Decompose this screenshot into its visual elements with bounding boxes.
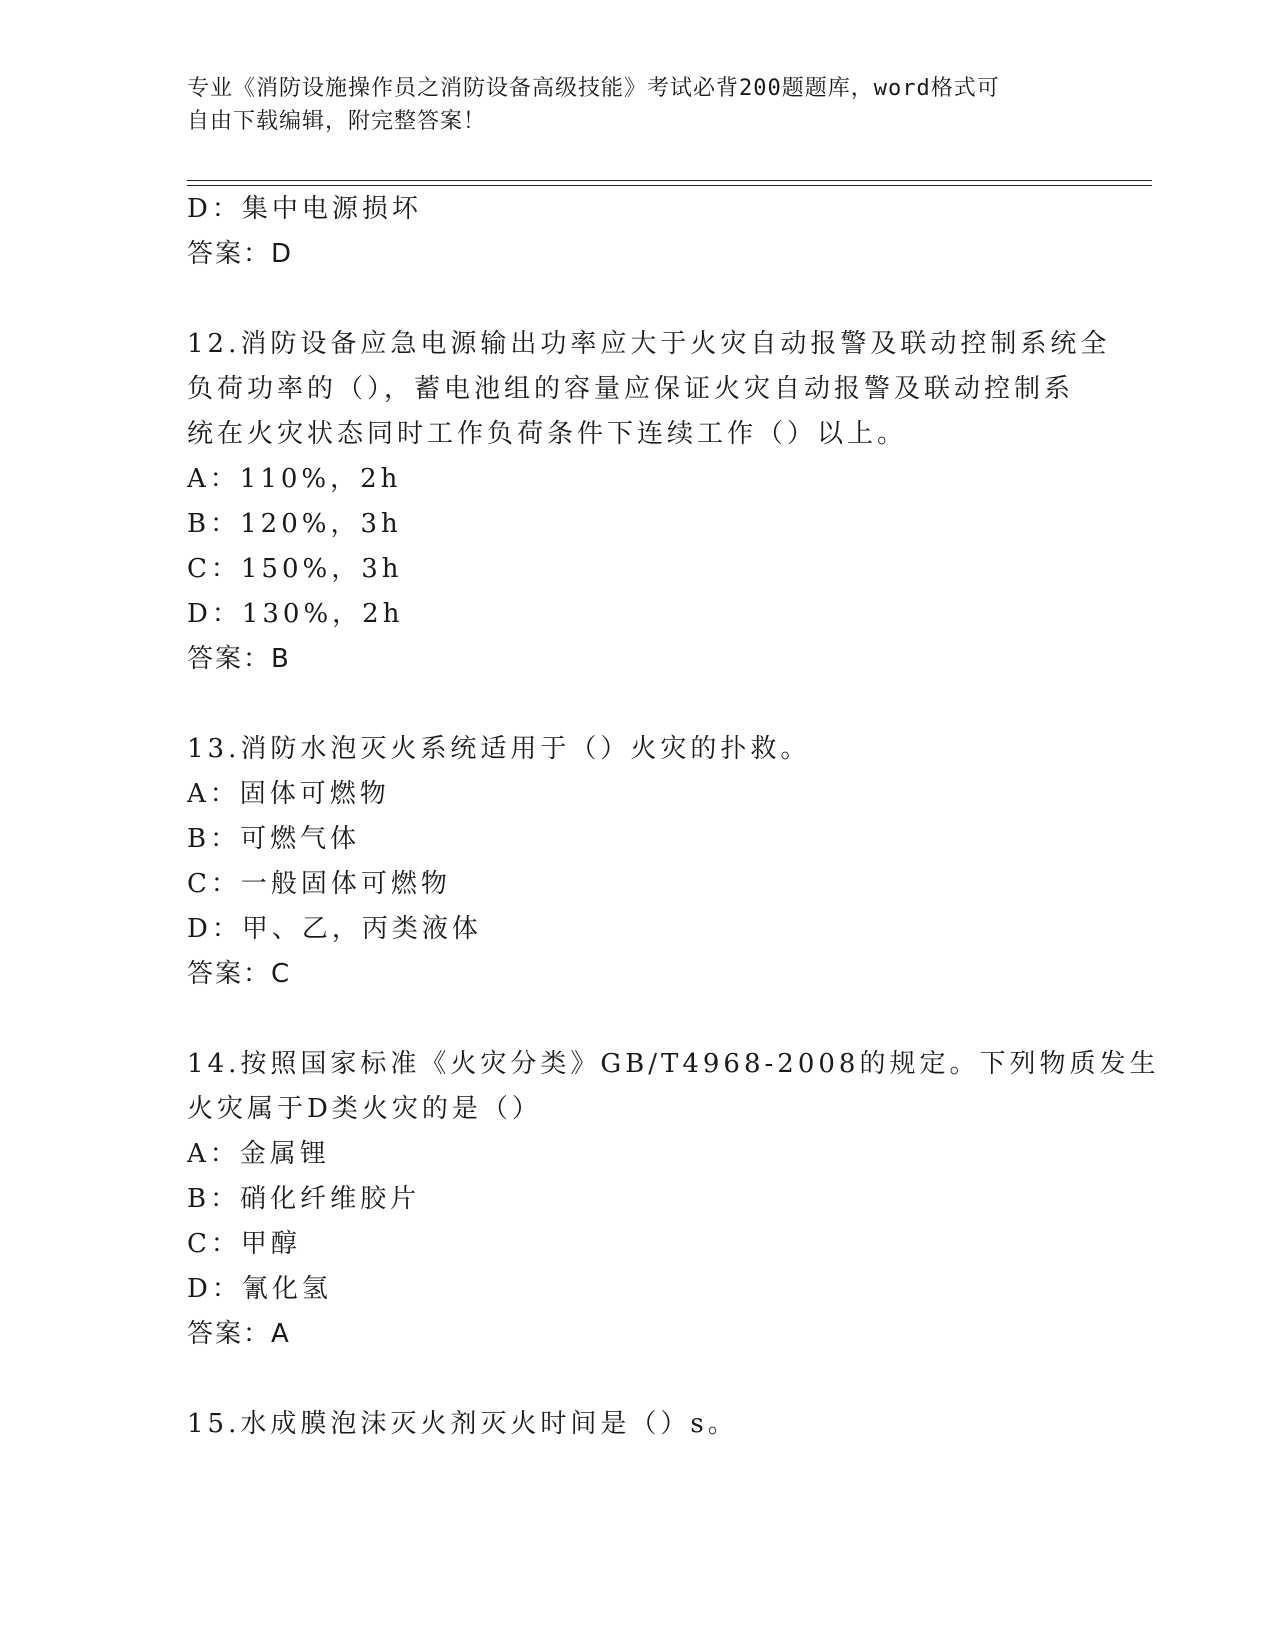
q14-stem-line-2: 火灾属于D类火灾的是（）: [187, 1094, 542, 1124]
q12-option-b: B：120%，3h: [187, 509, 402, 539]
q14-option-b: B：硝化纤维胶片: [187, 1184, 421, 1214]
q11-option-d: D：集中电源损坏: [187, 194, 422, 224]
q13-option-d: D：甲、乙，丙类液体: [187, 914, 482, 944]
q12-stem-line-3: 统在火灾状态同时工作负荷条件下连续工作（）以上。: [187, 419, 908, 449]
header-divider-bottom: [187, 185, 1152, 186]
header-line-2: 自由下载编辑，附完整答案！: [187, 109, 487, 134]
q12-option-d: D：130%，2h: [187, 599, 404, 629]
header-divider-top: [187, 180, 1152, 181]
q13-answer: 答案：C: [187, 959, 292, 989]
q13-option-a: A：固体可燃物: [187, 779, 390, 809]
q14-option-a: A：金属锂: [187, 1139, 330, 1169]
q12-option-c: C：150%，3h: [187, 554, 403, 584]
q14-option-c: C：甲醇: [187, 1229, 301, 1259]
q13-option-c: C：一般固体可燃物: [187, 869, 451, 899]
q15-stem-line-1: 15.水成膜泡沫灭火剂灭火时间是（）s。: [187, 1409, 738, 1439]
q12-answer: 答案：B: [187, 644, 291, 674]
header-line-1: 专业《消防设施操作员之消防设备高级技能》考试必背200题题库，word格式可: [187, 76, 1000, 101]
document-header: [187, 72, 1067, 138]
q14-stem-line-1: 14.按照国家标准《火灾分类》GB/T4968-2008的规定。下列物质发生: [187, 1049, 1160, 1079]
q11-answer: 答案：D: [187, 239, 294, 269]
q13-option-b: B：可燃气体: [187, 824, 361, 854]
q12-option-a: A：110%，2h: [187, 464, 402, 494]
q14-answer: 答案：A: [187, 1319, 291, 1349]
q13-stem-line-1: 13.消防水泡灭火系统适用于（）火灾的扑救。: [187, 734, 811, 764]
q12-stem-line-1: 12.消防设备应急电源输出功率应大于火灾自动报警及联动控制系统全: [187, 329, 1111, 359]
q14-option-d: D：氰化氢: [187, 1274, 332, 1304]
q12-stem-line-2: 负荷功率的（），蓄电池组的容量应保证火灾自动报警及联动控制系: [187, 374, 1075, 404]
